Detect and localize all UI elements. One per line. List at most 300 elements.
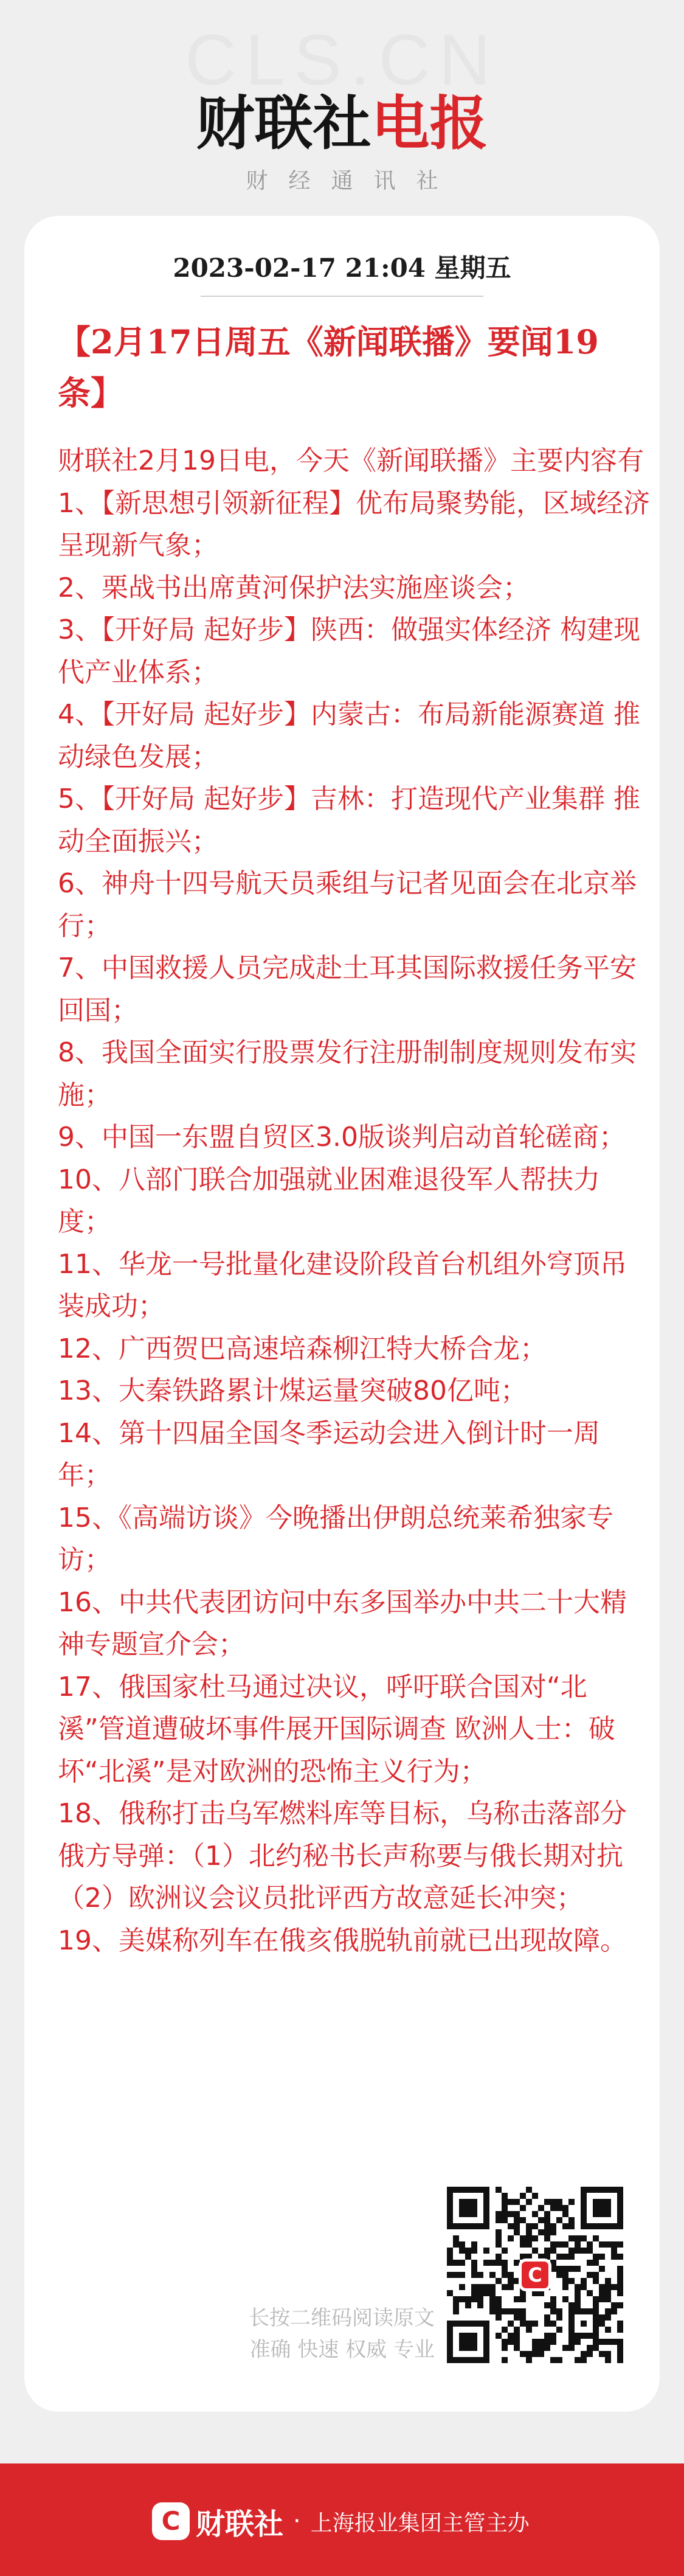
qr-module [587,2241,593,2248]
qr-module [483,2284,489,2290]
qr-module [471,2223,477,2229]
qr-module [562,2211,568,2217]
qr-module [447,2351,453,2357]
qr-module [502,2199,508,2205]
qr-module [508,2333,514,2339]
qr-module [581,2187,587,2193]
qr-module [502,2284,508,2290]
qr-module [453,2302,459,2308]
qr-module [465,2223,471,2229]
qr-module [550,2333,556,2339]
qr-module [459,2284,465,2290]
qr-module [465,2187,471,2193]
qr-module [483,2357,489,2363]
qr-module [617,2205,623,2211]
qr-module [617,2187,623,2193]
qr-module [465,2345,471,2351]
qr-module [556,2314,562,2321]
qr-module [483,2187,489,2193]
qr-module [514,2345,520,2351]
qr-module [471,2272,477,2278]
qr-module [447,2193,453,2199]
qr-module [617,2241,623,2248]
qr-module [568,2223,575,2229]
qr-module [617,2357,623,2363]
qr-module [599,2211,605,2217]
brand-telegraph: 电报 [371,89,488,158]
qr-module [483,2333,489,2339]
qr-module [556,2199,562,2205]
qr-module [483,2260,489,2266]
qr-module [538,2229,544,2235]
qr-module [508,2308,514,2314]
qr-module [453,2187,459,2193]
qr-module [477,2302,483,2308]
qr-module [520,2205,526,2211]
qr-module [459,2345,465,2351]
qr-module [611,2248,617,2254]
qr-module [544,2217,550,2223]
qr-module [538,2351,544,2357]
footer-brand-name: 财联社 [196,2507,284,2541]
qr-module [496,2333,502,2339]
qr-module [459,2333,465,2339]
qr-module [483,2248,489,2254]
qr-module [611,2308,617,2314]
qr-module [599,2199,605,2205]
qr-module [447,2254,453,2260]
qr-module [520,2321,526,2327]
qr-module [568,2235,575,2241]
qr-module [514,2314,520,2321]
news-item-19: 19、美媒称列车在俄亥俄脱轨前就已出现故障。 [58,1925,627,1956]
qr-module [562,2266,568,2272]
qr-module [526,2357,532,2363]
qr-module [568,2217,575,2223]
qr-module [514,2339,520,2345]
qr-module [502,2327,508,2333]
qr-module [520,2235,526,2241]
qr-module [471,2333,477,2339]
qr-module [562,2223,568,2229]
qr-module [544,2211,550,2217]
qr-module [471,2321,477,2327]
qr-module [508,2284,514,2290]
qr-module [471,2296,477,2302]
qr-module [599,2314,605,2321]
news-item-16: 16、中共代表团访问中东多国举办中共二十大精神专题宣介会； [58,1586,627,1660]
qr-module [447,2290,453,2296]
qr-module [471,2187,477,2193]
qr-module [605,2290,611,2296]
qr-module [471,2248,477,2254]
qr-module [593,2254,599,2260]
article-datetime: 2023-02-17 21:04 星期五 [173,253,511,283]
qr-module [459,2199,465,2205]
qr-module [502,2357,508,2363]
qr-module [568,2327,575,2333]
qr-module [617,2278,623,2284]
qr-module [459,2260,465,2266]
qr-module [556,2241,562,2248]
qr-module [502,2260,508,2266]
qr-module [471,2205,477,2211]
qr-module [556,2357,562,2363]
qr-module [593,2302,599,2308]
qr-code[interactable] [447,2187,623,2363]
qr-module [617,2199,623,2205]
qr-module [581,2284,587,2290]
qr-module [581,2193,587,2199]
qr-module [532,2193,538,2199]
qr-module [581,2308,587,2314]
qr-module [483,2193,489,2199]
qr-module [593,2296,599,2302]
qr-module [550,2321,556,2327]
news-item-6: 6、神舟十四号航天员乘组与记者见面会在北京举行； [58,868,637,942]
qr-module [611,2223,617,2229]
qr-module [556,2272,562,2278]
footer-organization: 上海报业集团主管主办 [310,2510,530,2536]
qr-module [489,2284,496,2290]
qr-module [568,2278,575,2284]
qr-module [447,2217,453,2223]
qr-module [532,2321,538,2327]
qr-module [550,2205,556,2211]
qr-module [575,2235,581,2241]
qr-module [544,2321,550,2327]
qr-module [477,2290,483,2296]
qr-module [617,2272,623,2278]
qr-module [599,2284,605,2290]
news-item-4: 4、【开好局 起好步】内蒙古：布局新能源赛道 推动绿色发展； [58,699,640,772]
article-body [58,440,651,1962]
qr-module [562,2241,568,2248]
qr-module [538,2345,544,2351]
qr-module [514,2217,520,2223]
qr-module [617,2211,623,2217]
qr-module [575,2333,581,2339]
qr-module [502,2272,508,2278]
qr-module [526,2241,532,2248]
qr-module [471,2211,477,2217]
qr-module [593,2187,599,2193]
qr-module [496,2302,502,2308]
qr-module [447,2205,453,2211]
qr-module [581,2321,587,2327]
qr-module [605,2351,611,2357]
qr-module [489,2260,496,2266]
qr-module [465,2248,471,2254]
qr-module [544,2314,550,2321]
qr-module [575,2296,581,2302]
qr-module [617,2223,623,2229]
qr-module [520,2308,526,2314]
qr-module [550,2357,556,2363]
qr-module [447,2321,453,2327]
qr-module [581,2248,587,2254]
qr-module [532,2351,538,2357]
qr-module [568,2321,575,2327]
qr-module [599,2296,605,2302]
qr-module [477,2284,483,2290]
qr-module [453,2241,459,2248]
qr-module [550,2223,556,2229]
qr-module [514,2296,520,2302]
qr-module [520,2193,526,2199]
qr-module [556,2217,562,2223]
qr-module [544,2248,550,2254]
news-item-14: 14、第十四届全国冬季运动会进入倒计时一周年； [58,1417,600,1491]
qr-module [489,2272,496,2278]
qr-module [550,2199,556,2205]
qr-module [489,2290,496,2296]
qr-module [562,2272,568,2278]
qr-module [514,2223,520,2229]
qr-module [544,2302,550,2308]
qr-module [599,2241,605,2248]
qr-module [538,2205,544,2211]
news-item-1: 1、【新思想引领新征程】优布局聚势能，区域经济呈现新气象； [58,487,650,561]
article-lead: 财联社2月19日电，今天《新闻联播》主要内容有 [58,445,644,476]
qr-module [471,2284,477,2290]
qr-module [526,2327,532,2333]
qr-caption-instruction: 长按二维码阅读原文 [249,2306,435,2330]
qr-module [611,2339,617,2345]
qr-module [532,2345,538,2351]
cls-logo-icon: C [152,2502,190,2540]
qr-module [593,2235,599,2241]
qr-module [599,2254,605,2260]
qr-module [447,2260,453,2266]
qr-module [617,2284,623,2290]
qr-module [593,2199,599,2205]
qr-module [483,2217,489,2223]
qr-module [599,2187,605,2193]
qr-module [575,2357,581,2363]
qr-module [599,2351,605,2357]
qr-module [526,2235,532,2241]
qr-module [459,2241,465,2248]
qr-module [581,2211,587,2217]
qr-module [550,2229,556,2235]
qr-module [593,2339,599,2345]
qr-module [587,2187,593,2193]
qr-module [447,2345,453,2351]
qr-module [556,2205,562,2211]
qr-module [581,2223,587,2229]
qr-module [526,2223,532,2229]
qr-module [544,2345,550,2351]
qr-module [532,2339,538,2345]
qr-module [581,2357,587,2363]
news-item-12: 12、广西贺巴高速培森柳江特大桥合龙； [58,1333,547,1364]
qr-module [593,2211,599,2217]
qr-module [477,2296,483,2302]
qr-module [465,2339,471,2345]
qr-module [599,2290,605,2296]
qr-module [477,2187,483,2193]
qr-module [483,2321,489,2327]
qr-module [550,2296,556,2302]
qr-module [496,2254,502,2260]
qr-module [459,2211,465,2217]
qr-module [502,2205,508,2211]
qr-module [508,2272,514,2278]
qr-module [605,2241,611,2248]
qr-module [520,2241,526,2248]
footer-content [152,2497,530,2546]
qr-module [575,2248,581,2254]
qr-module [471,2266,477,2272]
qr-module [611,2187,617,2193]
qr-module [496,2217,502,2223]
qr-module [544,2223,550,2229]
qr-module [587,2260,593,2266]
qr-module [483,2345,489,2351]
qr-module [605,2278,611,2284]
qr-module [532,2248,538,2254]
qr-module [593,2278,599,2284]
qr-module [617,2327,623,2333]
qr-module [465,2211,471,2217]
qr-module [593,2327,599,2333]
qr-module [550,2241,556,2248]
qr-module [459,2248,465,2254]
qr-module [447,2211,453,2217]
news-item-8: 8、我国全面实行股票发行注册制制度规则发布实施； [58,1037,637,1111]
qr-module [532,2223,538,2229]
qr-module [617,2193,623,2199]
qr-module [514,2199,520,2205]
qr-module [520,2351,526,2357]
qr-module [514,2308,520,2314]
qr-module [605,2211,611,2217]
qr-module [496,2211,502,2217]
date-divider [201,296,483,297]
qr-module [502,2248,508,2254]
qr-module [496,2260,502,2266]
qr-module [587,2290,593,2296]
qr-module [599,2205,605,2211]
qr-module [453,2223,459,2229]
brand-tagline: 财经通讯社 [246,168,459,193]
qr-module [617,2351,623,2357]
qr-module [587,2345,593,2351]
qr-module [605,2284,611,2290]
news-item-9: 9、中国一东盟自贸区3.0版谈判启动首轮磋商； [58,1122,626,1153]
qr-module [514,2229,520,2235]
qr-module [568,2199,575,2205]
qr-module [489,2296,496,2302]
qr-module [459,2321,465,2327]
article-headline: 【2月17日周五《新闻联播》要闻19条】 [58,322,599,412]
qr-module [538,2339,544,2345]
qr-module [575,2308,581,2314]
qr-module [605,2187,611,2193]
qr-module [471,2290,477,2296]
qr-module [496,2296,502,2302]
qr-module [471,2345,477,2351]
qr-module [471,2260,477,2266]
qr-module [562,2284,568,2290]
qr-module [593,2333,599,2339]
qr-module [447,2223,453,2229]
qr-module [562,2345,568,2351]
qr-module [605,2308,611,2314]
qr-module [538,2217,544,2223]
footer-separator: · [293,2507,301,2535]
qr-module [453,2321,459,2327]
qr-module [617,2217,623,2223]
qr-module [502,2217,508,2223]
qr-module [447,2339,453,2345]
qr-module [605,2199,611,2205]
qr-module [617,2302,623,2308]
qr-module [550,2339,556,2345]
qr-module [459,2272,465,2278]
qr-module [593,2272,599,2278]
qr-module [477,2223,483,2229]
qr-module [489,2308,496,2314]
qr-module [465,2333,471,2339]
qr-module [611,2302,617,2308]
qr-module [617,2321,623,2327]
qr-module [611,2254,617,2260]
qr-module [508,2235,514,2241]
qr-module [605,2296,611,2302]
qr-module [453,2272,459,2278]
qr-module [581,2351,587,2357]
qr-module [496,2229,502,2235]
qr-module [459,2357,465,2363]
qr-module [502,2308,508,2314]
qr-module [465,2321,471,2327]
qr-module [593,2205,599,2211]
qr-module [502,2193,508,2199]
qr-module [617,2345,623,2351]
qr-module [581,2217,587,2223]
qr-module [587,2223,593,2229]
qr-module [593,2260,599,2266]
qr-module [617,2290,623,2296]
qr-module [508,2223,514,2229]
qr-module [556,2266,562,2272]
qr-module [550,2308,556,2314]
qr-module [605,2339,611,2345]
cls-watermark: CLS.CN [185,20,499,100]
qr-module [459,2296,465,2302]
qr-module [599,2266,605,2272]
qr-module [447,2272,453,2278]
qr-module [532,2235,538,2241]
qr-module [581,2278,587,2284]
qr-module [556,2254,562,2260]
news-item-10: 10、八部门联合加强就业困难退役军人帮扶力度； [58,1164,600,1237]
qr-module [459,2205,465,2211]
qr-module [514,2333,520,2339]
qr-module [587,2248,593,2254]
qr-module [453,2308,459,2314]
brand-name: 财联社 [196,89,371,158]
qr-module [599,2223,605,2229]
qr-module [496,2241,502,2248]
qr-module [520,2296,526,2302]
qr-module [496,2235,502,2241]
qr-module [453,2235,459,2241]
qr-module [568,2345,575,2351]
qr-module [575,2290,581,2296]
